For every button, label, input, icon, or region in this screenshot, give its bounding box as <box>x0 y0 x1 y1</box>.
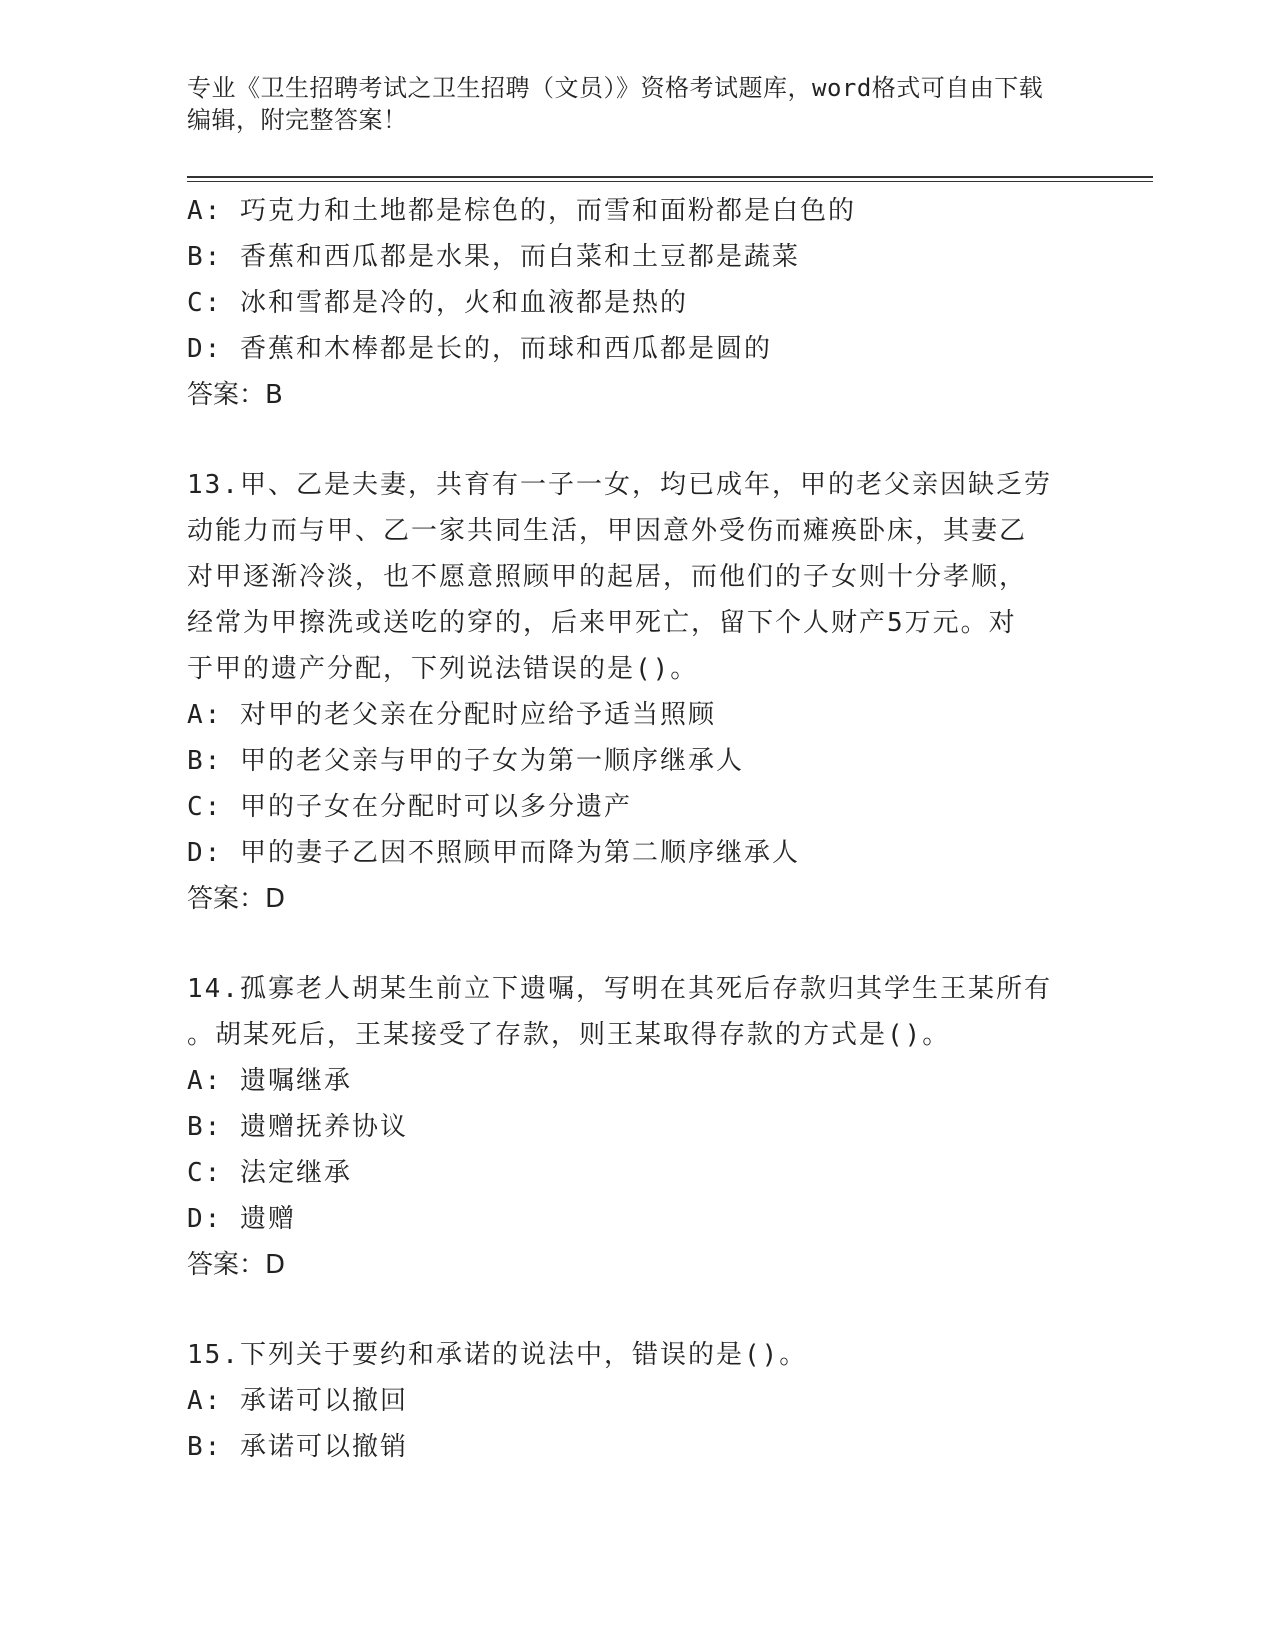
option-b: B: 香蕉和西瓜都是水果，而白菜和土豆都是蔬菜 <box>187 242 800 272</box>
option-b: B: 甲的老父亲与甲的子女为第一顺序继承人 <box>187 746 744 776</box>
question-text-line: 15.下列关于要约和承诺的说法中，错误的是()。 <box>187 1340 808 1370</box>
question-15 <box>187 1332 1107 1470</box>
header-line-1: 专业《卫生招聘考试之卫生招聘（文员）》资格考试题库，word格式可自由下载 <box>187 74 1044 102</box>
spacer <box>187 1288 1107 1332</box>
question-12 <box>187 188 1107 418</box>
question-text-line: 于甲的遗产分配，下列说法错误的是()。 <box>187 654 699 684</box>
header-line-2: 编辑，附完整答案！ <box>187 106 408 134</box>
option-d: D: 遗赠 <box>187 1204 296 1234</box>
answer-label: 答案：D <box>187 1250 286 1280</box>
question-text-line: 13.甲、乙是夫妻，共育有一子一女，均已成年，甲的老父亲因缺乏劳 <box>187 470 1052 500</box>
question-text-line: 经常为甲擦洗或送吃的穿的，后来甲死亡，留下个人财产5万元。对 <box>187 608 1017 638</box>
option-d: D: 香蕉和木棒都是长的，而球和西瓜都是圆的 <box>187 334 772 364</box>
option-a: A: 巧克力和土地都是棕色的，而雪和面粉都是白色的 <box>187 196 856 226</box>
option-b: B: 遗赠抚养协议 <box>187 1112 408 1142</box>
question-text-line: 对甲逐渐冷淡，也不愿意照顾甲的起居，而他们的子女则十分孝顺， <box>187 562 1028 592</box>
header-divider-thick <box>187 176 1153 178</box>
answer-label: 答案：B <box>187 380 283 410</box>
question-text-line: 动能力而与甲、乙一家共同生活，甲因意外受伤而瘫痪卧床，其妻乙 <box>187 516 1028 546</box>
option-c: C: 甲的子女在分配时可以多分遗产 <box>187 792 632 822</box>
question-list <box>187 188 1107 1470</box>
document-header <box>187 72 1067 136</box>
question-14 <box>187 966 1107 1288</box>
question-text-line: 。胡某死后，王某接受了存款，则王某取得存款的方式是()。 <box>187 1020 951 1050</box>
option-c: C: 法定继承 <box>187 1158 352 1188</box>
option-d: D: 甲的妻子乙因不照顾甲而降为第二顺序继承人 <box>187 838 800 868</box>
option-a: A: 对甲的老父亲在分配时应给予适当照顾 <box>187 700 716 730</box>
spacer <box>187 418 1107 462</box>
option-b: B: 承诺可以撤销 <box>187 1432 408 1462</box>
option-a: A: 遗嘱继承 <box>187 1066 352 1096</box>
option-a: A: 承诺可以撤回 <box>187 1386 408 1416</box>
question-13 <box>187 462 1107 922</box>
header-divider-thin <box>187 181 1153 182</box>
answer-label: 答案：D <box>187 884 286 914</box>
option-c: C: 冰和雪都是冷的，火和血液都是热的 <box>187 288 688 318</box>
question-text-line: 14.孤寡老人胡某生前立下遗嘱，写明在其死后存款归其学生王某所有 <box>187 974 1052 1004</box>
spacer <box>187 922 1107 966</box>
